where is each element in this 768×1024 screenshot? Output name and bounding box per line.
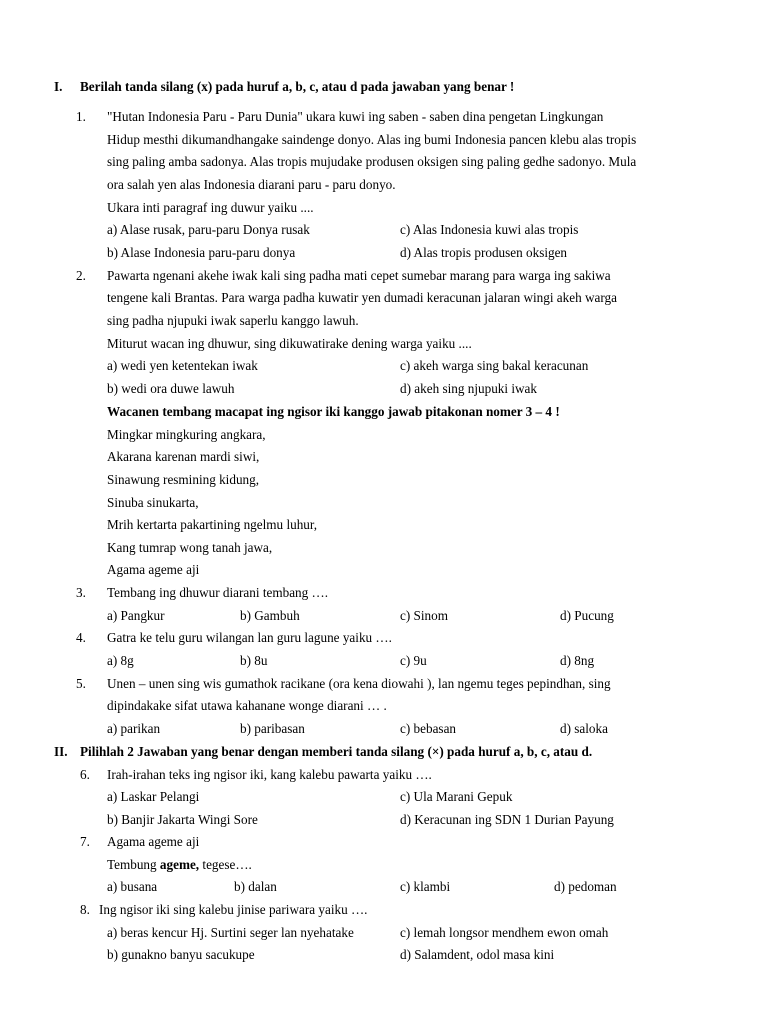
question-3-text: Tembang ing dhuwur diarani tembang …. [107, 585, 329, 600]
question-6-number: 6. [80, 767, 90, 782]
question-3-option-b: b) Gambuh [240, 608, 300, 623]
question-1-line: ora salah yen alas Indonesia diarani paru - paru donyo. [107, 177, 396, 192]
question-1-line: sing paling amba sadonya. Alas tropis mujudake produsen oksigen sing paling gedhe sadonyo. Mula [107, 154, 637, 169]
question-2-option-b: b) wedi ora duwe lawuh [107, 381, 235, 396]
section-1-number: I. [54, 79, 63, 94]
tembang-line: Sinuba sinukarta, [107, 495, 199, 510]
question-5-option-d: d) saloka [560, 721, 608, 736]
question-1-line: Ukara inti paragraf ing duwur yaiku .... [107, 200, 314, 215]
question-6-option-c: c) Ula Marani Gepuk [400, 789, 513, 804]
question-8-text: Ing ngisor iki sing kalebu jinise pariwara yaiku …. [99, 902, 368, 917]
question-4-number: 4. [76, 630, 86, 645]
question-2-option-a: a) wedi yen ketentekan iwak [107, 358, 258, 373]
section-2-title: Pilihlah 2 Jawaban yang benar dengan memberi tanda silang (×) pada huruf a, b, c, atau d. [80, 744, 593, 759]
question-3-option-a: a) Pangkur [107, 608, 165, 623]
question-7-option-b: b) dalan [234, 879, 277, 894]
tembang-line: Mrih kertarta pakartining ngelmu luhur, [107, 517, 318, 532]
question-7-text: Agama ageme aji [107, 834, 200, 849]
question-7-subtext [107, 856, 252, 873]
question-4-option-b: b) 8u [240, 653, 268, 668]
tembang-heading: Wacanen tembang macapat ing ngisor iki kanggo jawab pitakonan nomer 3 – 4 ! [107, 404, 560, 419]
question-1-number: 1. [76, 109, 86, 124]
question-1-option-b: b) Alase Indonesia paru-paru donya [107, 245, 296, 260]
question-5-option-b: b) paribasan [240, 721, 305, 736]
question-4-option-c: c) 9u [400, 653, 427, 668]
question-6-option-b: b) Banjir Jakarta Wingi Sore [107, 812, 258, 827]
section-2-number: II. [54, 744, 68, 759]
question-4-option-d: d) 8ng [560, 653, 595, 668]
question-2-line: Pawarta ngenani akehe iwak kali sing padha mati cepet sumebar marang para warga ing sakiwa [107, 268, 611, 283]
question-2-option-d: d) akeh sing njupuki iwak [400, 381, 537, 396]
question-3-option-d: d) Pucung [560, 608, 614, 623]
tembang-line: Akarana karenan mardi siwi, [107, 449, 260, 464]
question-7-option-c: c) klambi [400, 879, 451, 894]
question-1-option-a: a) Alase rusak, paru-paru Donya rusak [107, 222, 310, 237]
question-1-line: "Hutan Indonesia Paru - Paru Dunia" ukara kuwi ing saben - saben dina pengetan Lingkungan [107, 109, 604, 124]
question-5-line: Unen – unen sing wis gumathok racikane (ora kena diowahi ), lan ngemu teges pepindhan, sing [107, 676, 611, 691]
question-7-subtext-post: tegese…. [199, 857, 252, 872]
section-1-title: Berilah tanda silang (x) pada huruf a, b, c, atau d pada jawaban yang benar ! [80, 79, 515, 94]
question-8-option-b: b) gunakno banyu sacukupe [107, 947, 255, 962]
question-5-number: 5. [76, 676, 86, 691]
question-3-option-c: c) Sinom [400, 608, 448, 623]
question-1-option-d: d) Alas tropis produsen oksigen [400, 245, 568, 260]
question-1-line: Hidup mesthi dikumandhangake saindenge donyo. Alas ing bumi Indonesia pancen klebu alas tropis [107, 132, 637, 147]
question-2-line: sing padha njupuki iwak saperlu kanggo lawuh. [107, 313, 359, 328]
question-6-text: Irah-irahan teks ing ngisor iki, kang kalebu pawarta yaiku …. [107, 767, 432, 782]
question-5-line: dipindakake sifat utawa kahanane wonge diarani … . [107, 698, 387, 713]
question-2-line: Miturut wacan ing dhuwur, sing dikuwatirake dening warga yaiku .... [107, 336, 472, 351]
question-8-option-c: c) lemah longsor mendhem ewon omah [400, 925, 609, 940]
question-2-line: tengene kali Brantas. Para warga padha kuwatir yen dumadi keracunan jalaran wingi akeh warga [107, 290, 617, 305]
question-7-option-a: a) busana [107, 879, 158, 894]
question-4-option-a: a) 8g [107, 653, 134, 668]
question-7-number: 7. [80, 834, 90, 849]
question-3-number: 3. [76, 585, 86, 600]
question-8-number: 8. [80, 902, 90, 917]
tembang-line: Sinawung resmining kidung, [107, 472, 260, 487]
tembang-line: Kang tumrap wong tanah jawa, [107, 540, 273, 555]
question-1-option-c: c) Alas Indonesia kuwi alas tropis [400, 222, 579, 237]
tembang-line: Agama ageme aji [107, 562, 200, 577]
question-7-option-d: d) pedoman [554, 879, 617, 894]
question-2-option-c: c) akeh warga sing bakal keracunan [400, 358, 589, 373]
question-5-option-a: a) parikan [107, 721, 161, 736]
question-7-subtext-pre: Tembung [107, 857, 160, 872]
question-6-option-a: a) Laskar Pelangi [107, 789, 200, 804]
question-4-text: Gatra ke telu guru wilangan lan guru lagune yaiku …. [107, 630, 392, 645]
question-2-number: 2. [76, 268, 86, 283]
question-7-subtext-bold: ageme, [159, 857, 200, 872]
tembang-line: Mingkar mingkuring angkara, [107, 427, 266, 442]
question-6-option-d: d) Keracunan ing SDN 1 Durian Payung [400, 812, 614, 827]
question-8-option-a: a) beras kencur Hj. Surtini seger lan nyehatake [107, 925, 354, 940]
question-8-option-d: d) Salamdent, odol masa kini [400, 947, 555, 962]
question-5-option-c: c) bebasan [400, 721, 457, 736]
